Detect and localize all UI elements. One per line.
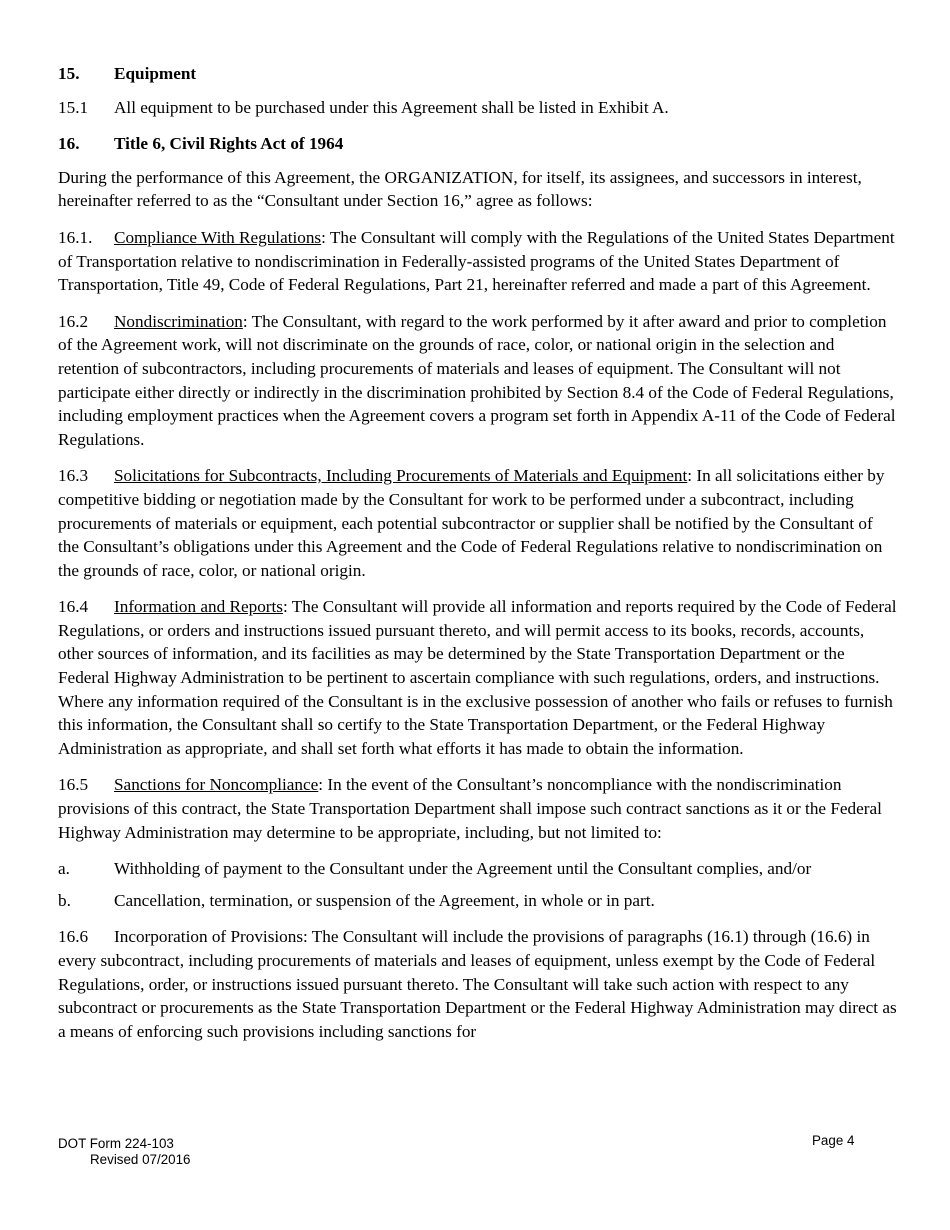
list-label: b.: [58, 890, 71, 910]
paragraph-text: : The Consultant, with regard to the work performed by it after award and prior to completion of the Agreement work, will not discriminate on the grounds of race, color, or national origin in the selection and retention of subcontractors, including procurements of materials and leases of equipment. The Consultant will not participate either directly or indirectly in the discrimination prohibited by Section 8.4 of the Code of Federal Regulations, including employment practices when the Agreement covers a program set forth in Appendix A-11 of the Code of Federal Regulations.: [58, 311, 896, 449]
paragraph-number: 16.6: [58, 927, 89, 947]
paragraph-text: : The Consultant will provide all information and reports required by the Code of Federal Regulations, or orders and instructions issued pursuant thereto, and will permit access to its books, records, accounts, other sources of information, and its facilities as may be determined by the State Transportation Department or the Federal Highway Administration to be pertinent to ascertain compliance with such regulations, orders, and instructions. Where any information required of the Consultant is in the exclusive possession of another who fails or refuses to furnish this information, the Consultant shall so certify to the State Transportation Department, or the Federal Highway Administration as appropriate, and shall set forth what efforts it has made to obtain the information.: [58, 597, 897, 758]
list-item-b: [58, 889, 898, 913]
paragraph-16-5: [58, 773, 898, 844]
paragraph-title: Sanctions for Noncompliance: [114, 775, 319, 795]
paragraph-16-1: [58, 226, 898, 297]
section-16-heading: [58, 132, 898, 156]
footer-revised-date: Revised 07/2016: [90, 1152, 191, 1167]
document-page: [58, 62, 898, 1056]
paragraph-title: Nondiscrimination: [114, 311, 243, 331]
paragraph-title: Solicitations for Subcontracts, Including Procurements of Materials and Equipment: [114, 466, 688, 486]
section-number: 16.: [58, 134, 80, 154]
paragraph-title: Compliance With Regulations: [114, 227, 322, 247]
paragraph-number: 15.1: [58, 97, 89, 117]
paragraph-number: 16.5: [58, 775, 89, 795]
paragraph-number: 16.2: [58, 311, 89, 331]
footer-page-number: Page 4: [812, 1133, 855, 1148]
paragraph-16-4: [58, 595, 898, 760]
list-text: Withholding of payment to the Consultant under the Agreement until the Consultant complies, and/or: [114, 859, 812, 879]
paragraph-text: Incorporation of Provisions: The Consultant will include the provisions of paragraphs (16.1) through (16.6) in every subcontract, including procurements of materials and leases of equipment, unless exempt by the Code of Federal Regulations, order, or instructions issued pursuant thereto. The Consultant will take such action with respect to any subcontract or procurements as the State Transportation Department or the Federal Highway Administration may direct as a means of enforcing such provisions including sanctions for: [58, 927, 897, 1041]
paragraph-text: All equipment to be purchased under this Agreement shall be listed in Exhibit A.: [114, 97, 669, 117]
paragraph-title: Information and Reports: [114, 597, 283, 617]
section-16-intro: During the performance of this Agreement, the ORGANIZATION, for itself, its assignees, and successors in interest, hereinafter referred to as the “Consultant under Section 16,” agree as follows:: [58, 167, 862, 211]
list-text: Cancellation, termination, or suspension of the Agreement, in whole or in part.: [114, 890, 655, 910]
list-item-a: [58, 857, 898, 881]
footer-form-info: [58, 1136, 191, 1168]
paragraph-text: : In all solicitations either by competitive bidding or negotiation made by the Consultant for work to be performed under a subcontract, including procurements of materials or equipment, each potential subcontractor or supplier shall be notified by the Consultant of the Consultant’s obligations under this Agreement and the Code of Federal Regulations relative to nondiscrimination on the grounds of race, color, or national origin.: [58, 466, 885, 580]
paragraph-number: 16.3: [58, 466, 89, 486]
paragraph-16-3: [58, 464, 898, 582]
list-label: a.: [58, 859, 70, 879]
section-15-heading: [58, 62, 898, 86]
paragraph-text: : The Consultant will comply with the Regulations of the United States Department of Transportation relative to nondiscrimination in Federally-assisted programs of the United States Department of Transportation, Title 49, Code of Federal Regulations, Part 21, hereinafter referred and made a part of this Agreement.: [58, 227, 895, 295]
paragraph-number: 16.4: [58, 597, 89, 617]
footer-form-number: DOT Form 224-103: [58, 1136, 174, 1151]
paragraph-16-6: [58, 925, 898, 1043]
section-title: Equipment: [114, 64, 197, 83]
paragraph-15-1: [58, 96, 898, 120]
section-title: Title 6, Civil Rights Act of 1964: [114, 134, 344, 154]
paragraph-text: : In the event of the Consultant’s noncompliance with the nondiscrimination provisions of this contract, the State Transportation Department shall impose such contract sanctions as it or the Federal Highway Administration may determine to be appropriate, including, but not limited to:: [58, 775, 882, 842]
section-number: 15.: [58, 64, 80, 83]
paragraph-16-2: [58, 310, 898, 452]
paragraph-number: 16.1.: [58, 227, 93, 247]
